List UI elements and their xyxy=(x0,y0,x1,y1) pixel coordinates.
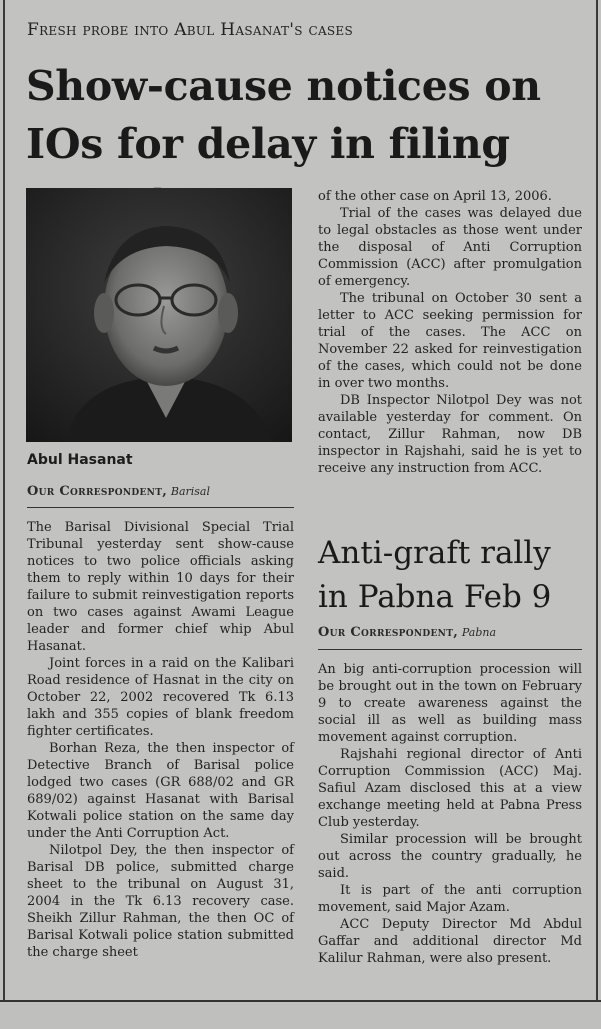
bottom-border xyxy=(0,1000,601,1029)
paragraph: Nilotpol Dey, the then inspector of Barisal DB police, submitted charge sheet to the tribunal on August 31, 2004 in the Tk 6.13 recovery case. Sheikh Zillur Rahman, the then OC of Barisal Kotwali police station submitted the charge sheet xyxy=(27,843,294,960)
kicker: Fresh probe into Abul Hasanat's cases xyxy=(27,20,354,40)
byline-author: Our Correspondent, xyxy=(27,484,168,499)
paragraph: The Barisal Divisional Special Trial Tribunal yesterday sent show-cause notices to two police officials asking them to reply within 10 days for their failure to submit reinvestigation reports on two cases against Awami League leader and former chief whip Abul Hasanat. xyxy=(27,520,294,654)
portrait-photo xyxy=(26,188,292,442)
paragraph: Trial of the cases was delayed due to legal obstacles as those went under the disposal of Anti Corruption Commission (ACC) after promulgation of emergency. xyxy=(318,206,582,289)
byline-author: Our Correspondent, xyxy=(318,625,459,640)
story-right-column xyxy=(318,188,582,477)
paragraph: The tribunal on October 30 sent a letter to ACC seeking permission for trial of the cases. The ACC on November 22 asked for reinvestigation of the cases, which could not be done in over two months. xyxy=(318,291,582,391)
left-border xyxy=(3,0,5,1000)
paragraph: Joint forces in a raid on the Kalibari Road residence of Hasnat in the city on October 22, 2002 recovered Tk 6.13 lakh and 355 copies of blank freedom fighter certificates. xyxy=(27,656,294,739)
byline-sub xyxy=(318,625,496,640)
story-left-column xyxy=(27,519,294,961)
paragraph: ACC Deputy Director Md Abdul Gaffar and additional director Md Kalilur Rahman, were also present. xyxy=(318,917,582,966)
byline-main xyxy=(27,484,210,499)
photo-caption: Abul Hasanat xyxy=(27,452,133,468)
paragraph: Similar procession will be brought out across the country gradually, he said. xyxy=(318,832,582,881)
story-sub-column xyxy=(318,661,582,967)
portrait-image xyxy=(26,188,292,442)
right-border xyxy=(596,0,598,1000)
sub-headline: Anti-graft rally in Pabna Feb 9 xyxy=(318,535,552,615)
paragraph: Rajshahi regional director of Anti Corruption Commission (ACC) Maj. Safiul Azam disclosed this at a view exchange meeting held at Pabna Press Club yesterday. xyxy=(318,747,582,830)
byline-rule xyxy=(27,507,294,508)
byline-rule xyxy=(318,649,582,650)
headline: Show-cause notices on IOs for delay in filing xyxy=(26,62,541,168)
paragraph: An big anti-corruption procession will be brought out in the town on February 9 to create awareness against the social ill as well as building mass movement against corruption. xyxy=(318,662,582,745)
paragraph: Borhan Reza, the then inspector of Detective Branch of Barisal police lodged two cases (GR 688/02 and GR 689/02) against Hasanat with Barisal Kotwali police station on the same day under the Anti Corruption Act. xyxy=(27,741,294,841)
byline-place: Pabna xyxy=(461,626,497,639)
byline-place: Barisal xyxy=(170,485,210,498)
paragraph: of the other case on April 13, 2006. xyxy=(318,189,552,204)
paragraph: It is part of the anti corruption movement, said Major Azam. xyxy=(318,883,582,915)
paragraph: DB Inspector Nilotpol Dey was not available yesterday for comment. On contact, Zillur Rahman, now DB inspector in Rajshahi, said he is yet to receive any instruction from ACC. xyxy=(318,393,582,476)
